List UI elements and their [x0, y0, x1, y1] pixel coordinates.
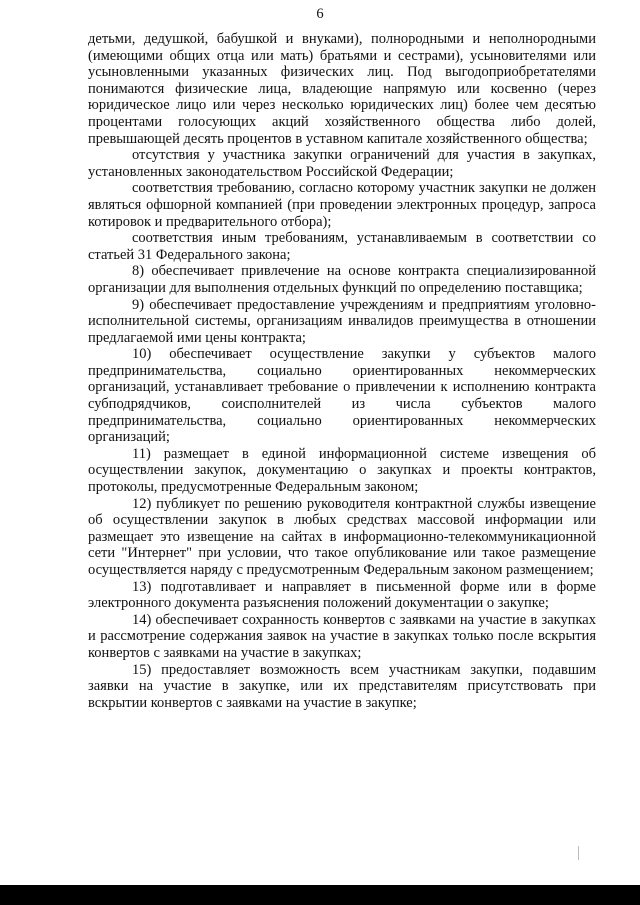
paragraph-item-13: 13) подготавливает и направляет в письменной форме или в форме электронного документа разъяснения положений документации о закупке; [88, 578, 596, 612]
paragraph-item-8: 8) обеспечивает привлечение на основе контракта специализированной организации для выполнения отдельных функций по определению поставщика; [88, 263, 596, 296]
document-body [88, 31, 596, 711]
paragraph-item-9: 9) обеспечивает предоставление учреждениям и предприятиям уголовно-исполнительной системы, организациям инвалидов преимущества в отношении предлагаемой ими цены контракта; [88, 296, 596, 346]
paragraph-item-12: 12) публикует по решению руководителя контрактной службы извещение об осуществлении закупок в любых средствах массовой информации или размещает это извещение на сайтах в информационно-телекоммуникационной сети "Интернет" при условии, что такое опубликование или такое размещение осуществляется наряду с предусмотренным Федеральным законом размещением; [88, 495, 596, 578]
paragraph-item-10: 10) обеспечивает осуществление закупки у субъектов малого предпринимательства, социально ориентированных некоммерческих организаций, устанавливает требование о привлечении к исполнению контракта субподрядчиков, соисполнителей из числа субъектов малого предпринимательства, социально ориентированных некоммерческих организаций; [88, 346, 596, 446]
scan-bottom-border [0, 885, 640, 905]
paragraph-offshore-requirement: соответствия требованию, согласно которому участник закупки не должен являться офшорной компанией (при проведении электронных процедур, запроса котировок и предварительного отбора); [88, 180, 596, 230]
paragraph-item-11: 11) размещает в единой информационной системе извещения об осуществлении закупок, документацию о закупках и проекты контрактов, протоколы, предусмотренные Федеральным законом; [88, 445, 596, 496]
paragraph-item-14: 14) обеспечивает сохранность конвертов с заявками на участие в закупках и рассмотрение содержания заявок на участие в закупках только после вскрытия конвертов с заявками на участие в закупках; [88, 611, 596, 661]
scan-artifact [578, 846, 579, 860]
paragraph-continuation: детьми, дедушкой, бабушкой и внуками), полнородными и неполнородными (имеющими общих отца или мать) братьями и сестрами), усыновителями или усыновленными указанных физических лиц. Под выгодоприобретателями понимаются физические лица, владеющие напрямую или косвенно (через юридическое лицо или через несколько юридических лиц) более чем десятью процентами голосующих акций хозяйственного общества либо долей, превышающей десять процентов в уставном капитале хозяйственного общества; [88, 31, 596, 147]
page-number: 6 [316, 6, 324, 22]
paragraph-item-15: 15) предоставляет возможность всем участникам закупки, подавшим заявки на участие в закупке, или их представителям присутствовать при вскрытии конвертов с заявками на участие в закупке; [88, 661, 596, 711]
paragraph-other-requirements: соответствия иным требованиям, устанавливаемым в соответствии со статьей 31 Федерального закона; [88, 230, 596, 263]
paragraph-no-restrictions: отсутствия у участника закупки ограничений для участия в закупках, установленных законодательством Российской Федерации; [88, 147, 596, 180]
